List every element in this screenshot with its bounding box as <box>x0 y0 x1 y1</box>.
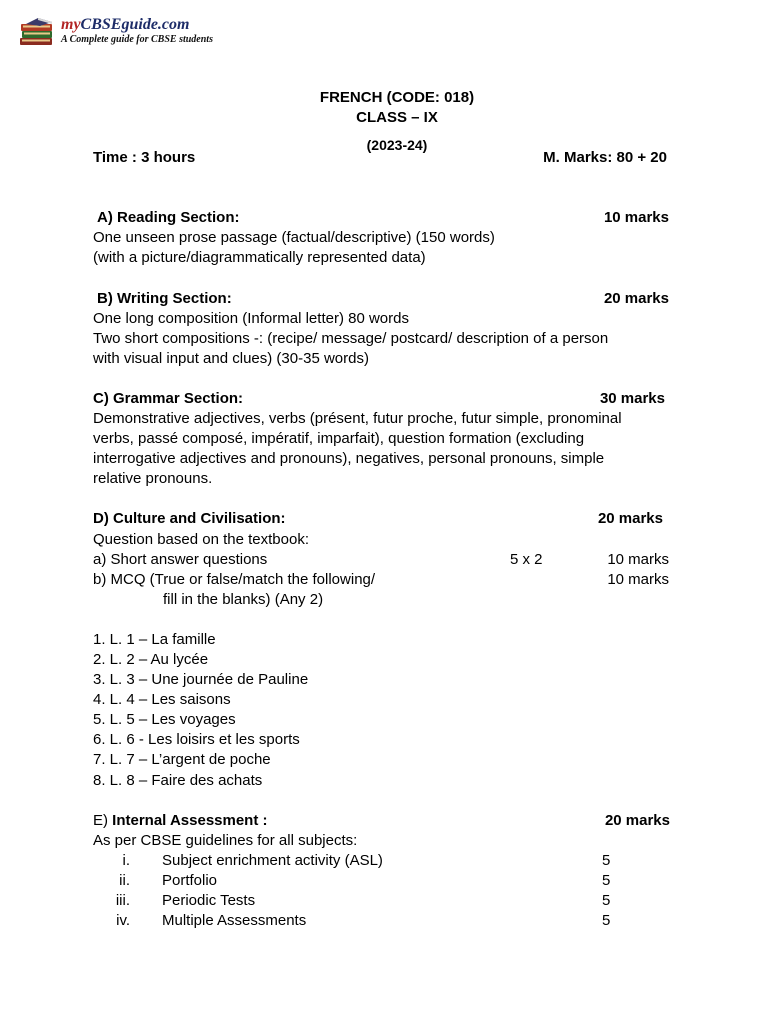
assessment-label: Subject enrichment activity (ASL) <box>162 852 383 869</box>
assessment-num: i. <box>122 852 130 869</box>
lesson-item: 1. L. 1 – La famille <box>93 631 216 648</box>
logo-name-my: my <box>61 16 81 33</box>
section-b-line: Two short compositions -: (recipe/ message/ postcard/ description of a person <box>93 330 609 347</box>
section-b-title: B) Writing Section: <box>97 290 232 307</box>
section-d-title: D) Culture and Civilisation: <box>93 510 286 527</box>
document-title: FRENCH (CODE: 018) <box>319 89 475 106</box>
lesson-item: 5. L. 5 – Les voyages <box>93 711 236 728</box>
section-e-intro: As per CBSE guidelines for all subjects: <box>93 832 358 849</box>
section-c-line: Demonstrative adjectives, verbs (présent, futur proche, futur simple, pronominal <box>93 410 622 427</box>
section-c-marks: 30 marks <box>599 390 665 407</box>
assessment-num: ii. <box>119 872 130 889</box>
time-allowed: Time : 3 hours <box>93 149 196 166</box>
section-d-a-label: a) Short answer questions <box>93 551 268 568</box>
lesson-item: 3. L. 3 – Une journée de Pauline <box>93 671 309 688</box>
section-e-title-text: Internal Assessment : <box>112 812 268 829</box>
section-d-b-marks: 10 marks <box>607 571 669 588</box>
section-a-title: A) Reading Section: <box>97 209 240 226</box>
max-marks: M. Marks: 80 + 20 <box>543 149 667 166</box>
logo-name <box>61 16 189 34</box>
session-year: (2023-24) <box>366 137 428 153</box>
section-b-marks: 20 marks <box>603 290 669 307</box>
assessment-label: Periodic Tests <box>162 892 256 909</box>
lesson-item: 6. L. 6 - Les loisirs et les sports <box>93 731 300 748</box>
section-b-line: with visual input and clues) (30-35 words) <box>93 350 369 367</box>
section-d-a-calc: 5 x 2 <box>510 551 543 568</box>
assessment-label: Multiple Assessments <box>162 912 307 929</box>
logo-name-cbse: CBSE <box>80 16 122 33</box>
section-b-line: One long composition (Informal letter) 80 words <box>93 310 409 327</box>
section-c-line: relative pronouns. <box>93 470 213 487</box>
section-d-b-label: b) MCQ (True or false/match the following/ <box>93 571 376 588</box>
lesson-item: 7. L. 7 – L’argent de poche <box>93 751 271 768</box>
section-d-a-marks: 10 marks <box>607 551 669 568</box>
section-a-line: (with a picture/diagrammatically represented data) <box>93 249 426 266</box>
section-a-line: One unseen prose passage (factual/descriptive) (150 words) <box>93 229 495 246</box>
section-c-title: C) Grammar Section: <box>93 390 244 407</box>
logo-tagline: A Complete guide for CBSE students <box>61 34 213 45</box>
logo-name-guide: guide.com <box>121 16 190 33</box>
section-c-line: interrogative adjectives and pronouns), negatives, personal pronouns, simple <box>93 450 605 467</box>
assessment-value: 5 <box>602 892 611 909</box>
section-e-marks: 20 marks <box>604 812 670 829</box>
assessment-value: 5 <box>602 852 611 869</box>
assessment-num: iv. <box>116 912 130 929</box>
assessment-value: 5 <box>602 912 611 929</box>
section-d-marks: 20 marks <box>597 510 663 527</box>
books-icon <box>18 16 58 48</box>
section-e-prefix: E) <box>93 812 108 829</box>
section-e-title <box>93 811 268 831</box>
lesson-item: 8. L. 8 – Faire des achats <box>93 772 263 789</box>
site-logo <box>16 14 226 50</box>
section-a-marks: 10 marks <box>603 209 669 226</box>
section-d-intro: Question based on the textbook: <box>93 531 309 548</box>
lesson-item: 2. L. 2 – Au lycée <box>93 651 209 668</box>
assessment-value: 5 <box>602 872 611 889</box>
lesson-item: 4. L. 4 – Les saisons <box>93 691 231 708</box>
assessment-num: iii. <box>115 892 130 909</box>
assessment-label: Portfolio <box>162 872 218 889</box>
section-d-b-label-cont: fill in the blanks) (Any 2) <box>163 591 324 608</box>
section-c-line: verbs, passé composé, impératif, imparfait), question formation (excluding <box>93 430 585 447</box>
class-title: CLASS – IX <box>356 109 438 126</box>
